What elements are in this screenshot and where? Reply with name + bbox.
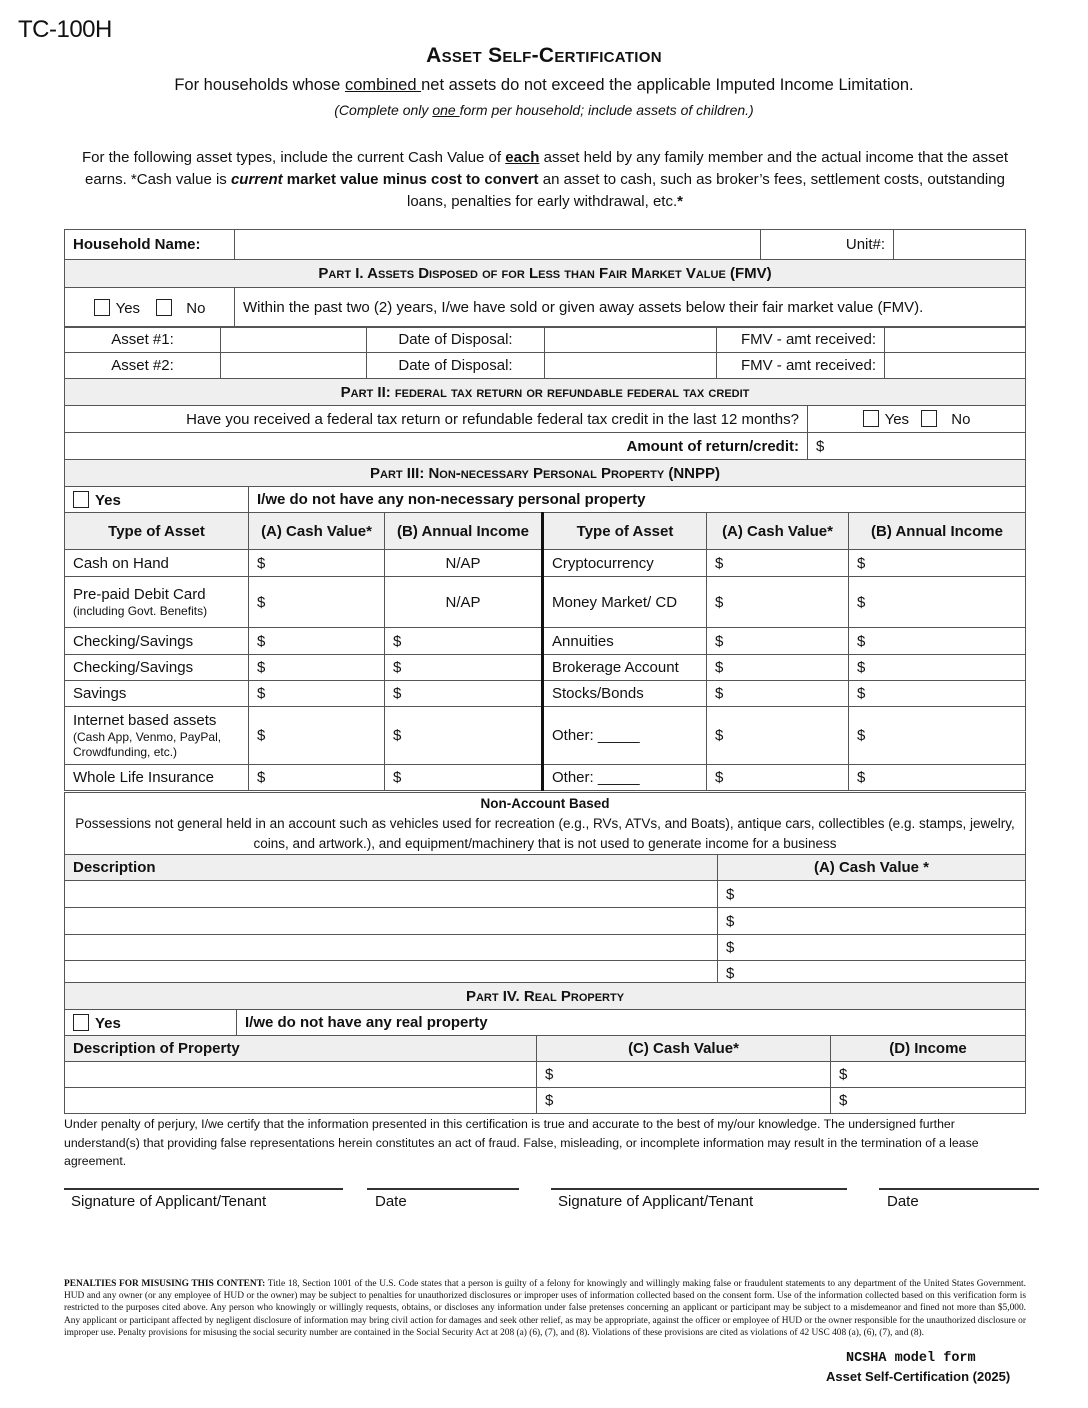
cash-value-field[interactable]: $ — [249, 765, 385, 791]
table-row — [65, 1062, 1026, 1088]
annual-income-field[interactable]: $ — [849, 681, 1026, 707]
yes-label: Yes — [115, 299, 141, 317]
asset-type: Brokerage Account — [543, 655, 707, 681]
date-1-label: Date — [375, 1193, 407, 1210]
part2-table — [64, 378, 1026, 460]
form-code: TC-100H — [18, 16, 112, 43]
legal-heading: PENALTIES FOR MISUSING THIS CONTENT: — [64, 1279, 266, 1289]
page-title: Asset Self-Certification — [426, 44, 662, 67]
intro-emphasis: each — [505, 149, 540, 166]
cash-value-field[interactable]: $ — [249, 577, 385, 628]
asset-type: Annuities — [543, 628, 707, 655]
part4-yes-checkbox[interactable] — [73, 1014, 89, 1031]
subtitle-note — [0, 102, 1088, 118]
part2-yes-checkbox[interactable] — [863, 410, 879, 427]
asset-2-label: Asset #2: — [65, 353, 221, 379]
signature-1-label: Signature of Applicant/Tenant — [71, 1193, 267, 1210]
part2-yes-no — [808, 406, 1026, 433]
note-text: (Complete only — [334, 102, 433, 118]
non-account-info — [65, 793, 1026, 855]
yes-label: Yes — [95, 491, 121, 509]
annual-income-field[interactable]: $ — [385, 681, 543, 707]
non-account-description: Possessions not general held in an account such as vehicles used for recreation (e.g., RVs, ATVs, and Boats), antique cars, collectibles (e.g. stamps, jewelry, coins, and artwork.), and equipment/machinery that is not used to generate income for a business — [75, 816, 1015, 851]
col-header-cash-right: (A) Cash Value* — [707, 513, 849, 550]
cash-value-field[interactable]: $ — [707, 655, 849, 681]
col-header-type-left: Type of Asset — [65, 513, 249, 550]
col-header-type-right: Type of Asset — [543, 513, 707, 550]
fmv-2-label: FMV - amt received: — [717, 353, 885, 379]
annual-income-field: N/AP — [385, 577, 543, 628]
asset-type: Savings — [65, 681, 249, 707]
cash-value-field[interactable]: $ — [249, 628, 385, 655]
asset-type — [65, 577, 249, 628]
col-header-income-left: (B) Annual Income — [385, 513, 543, 550]
property-income-field[interactable]: $ — [831, 1088, 1026, 1114]
intro-text: an asset to cash, such as broker’s fees, settlement costs, outstanding loans, penalties for early withdrawal, etc. — [407, 171, 1005, 210]
property-cash-header: (C) Cash Value* — [537, 1036, 831, 1062]
property-description-field[interactable] — [65, 1062, 537, 1088]
part4-table — [64, 982, 1026, 1114]
cash-value-field[interactable]: $ — [707, 707, 849, 765]
annual-income-field[interactable]: $ — [849, 655, 1026, 681]
property-description-field[interactable] — [65, 1088, 537, 1114]
no-label: No — [186, 299, 206, 317]
part3-statement: I/we do not have any non-necessary personal property — [249, 487, 1026, 513]
part1-no-checkbox[interactable] — [156, 299, 172, 316]
asset-type: Checking/Savings — [65, 655, 249, 681]
intro-text: For the following asset types, include the current Cash Value of — [81, 149, 506, 166]
cash-value-field[interactable]: $ — [707, 550, 849, 577]
table-row — [65, 577, 1026, 628]
asset-type: Whole Life Insurance — [65, 765, 249, 791]
subtitle-text: net assets do not exceed the applicable Imputed Income Limitation. — [421, 76, 914, 94]
cash-value-field[interactable]: $ — [249, 681, 385, 707]
description-field[interactable] — [65, 881, 718, 908]
part2-header: Part II: federal tax return or refundable federal tax credit — [65, 379, 1026, 406]
part4-statement: I/we do not have any real property — [237, 1010, 1026, 1036]
subtitle — [0, 76, 1088, 95]
legal-text: Title 18, Section 1001 of the U.S. Code states that a person is guilty of a felony for knowingly and willingly making false or fraudulent statements to any department of the United States Government. HUD and any owner (or any employee of HUD or the owner) may be subject to penalties for unauthorized disclosures or improper uses of information collected based on the consent form. Use of the information collected based on this verification form is restricted to the purposes cited above. Any person who knowingly or willingly requests, obtains, or discloses any information under false pretenses concerning an applicant or participant may be subject to a misdemeanor and fined not more than $5,000. Any applicant or participant affected by negligent disclosure of information may bring civil action for damages and seek other relief, as may be appropriate, against the officer or employee of HUD or the owner responsible for the unauthorized disclosure or improper use. Penalty provisions for misusing the social security number are contained in the Social Security Act at 208 (a) (6), (7), and (8). Violations of these provisions are cited as violations of 42 USC 408 (a), (6), (7), and (8). — [64, 1279, 1026, 1338]
table-row — [65, 550, 1026, 577]
annual-income-field[interactable]: $ — [385, 765, 543, 791]
part3-table — [64, 459, 1026, 791]
subtitle-text: For households whose — [174, 76, 345, 94]
asset-type: Stocks/Bonds — [543, 681, 707, 707]
fmv-1-field[interactable] — [885, 327, 1026, 353]
part1-assets-table — [64, 326, 1026, 379]
household-name-label: Household Name: — [65, 230, 235, 260]
asset-type: Money Market/ CD — [543, 577, 707, 628]
table-row — [65, 655, 1026, 681]
cash-value-field[interactable]: $ — [707, 681, 849, 707]
property-income-field[interactable]: $ — [831, 1062, 1026, 1088]
asset-type[interactable]: Other: _____ — [543, 765, 707, 791]
yes-label: Yes — [884, 411, 910, 428]
cash-value-field[interactable]: $ — [718, 881, 1026, 908]
fmv-2-field[interactable] — [885, 353, 1026, 379]
description-header: Description — [65, 855, 718, 881]
col-header-cash-left: (A) Cash Value* — [249, 513, 385, 550]
cash-value-field[interactable]: $ — [707, 765, 849, 791]
cash-value-header: (A) Cash Value * — [718, 855, 1026, 881]
part3-yes — [65, 487, 249, 513]
annual-income-field[interactable]: $ — [849, 707, 1026, 765]
unit-label: Unit#: — [761, 230, 894, 260]
signature-1-line[interactable] — [64, 1188, 343, 1190]
asset-type-note: (including Govt. Benefits) — [73, 604, 208, 618]
asset-type: Cryptocurrency — [543, 550, 707, 577]
part1-statement: Within the past two (2) years, I/we have sold or given away assets below their fair market value (FMV). — [235, 288, 1026, 328]
table-row — [65, 681, 1026, 707]
asset-type: Cash on Hand — [65, 550, 249, 577]
annual-income-field[interactable]: $ — [849, 550, 1026, 577]
intro-star: * — [677, 193, 683, 210]
part3-header: Part III: Non-necessary Personal Property (NNPP) — [65, 460, 1026, 487]
table-row — [65, 707, 1026, 765]
date-2-label: Date — [887, 1193, 919, 1210]
signature-2-line[interactable] — [551, 1188, 847, 1190]
cash-value-field[interactable]: $ — [249, 550, 385, 577]
intro-text: asset held by any family member and the actual income that the asset earns. *Cash value is — [85, 149, 1009, 188]
intro-instructions — [70, 147, 1020, 213]
unit-field[interactable] — [894, 230, 1026, 260]
cash-value-field[interactable]: $ — [249, 707, 385, 765]
table-row — [65, 881, 1026, 908]
description-field[interactable] — [65, 935, 718, 961]
part2-no-checkbox[interactable] — [921, 410, 937, 427]
intro-emphasis: current — [230, 171, 283, 188]
certification-statement: Under penalty of perjury, I/we certify that the information presented in this certification is true and accurate to the best of my/our knowledge. The undersigned further understand(s) that providing false representations herein constitutes an act of fraud. False, misleading, or incomplete information may result in the termination of a lease agreement. — [64, 1117, 979, 1168]
date-disposal-1-label: Date of Disposal: — [367, 327, 545, 353]
part1-yes-no — [65, 288, 235, 328]
asset-1-field[interactable] — [221, 327, 367, 353]
ncsha-label: NCSHA model form — [846, 1351, 976, 1366]
table-row — [65, 628, 1026, 655]
cash-value-field[interactable]: $ — [707, 577, 849, 628]
date-disposal-1-field[interactable] — [545, 327, 717, 353]
date-disposal-2-field[interactable] — [545, 353, 717, 379]
date-disposal-2-label: Date of Disposal: — [367, 353, 545, 379]
asset-type-label: Pre-paid Debit Card — [73, 586, 206, 603]
part4-yes — [65, 1010, 237, 1036]
amount-field[interactable]: $ — [808, 433, 1026, 460]
intro-emphasis: market value minus cost to convert — [282, 171, 539, 188]
annual-income-field[interactable]: $ — [385, 628, 543, 655]
date-2-line[interactable] — [879, 1188, 1039, 1190]
property-cash-field[interactable]: $ — [537, 1062, 831, 1088]
asset-type: Checking/Savings — [65, 628, 249, 655]
table-row — [65, 1088, 1026, 1114]
signature-2-label: Signature of Applicant/Tenant — [558, 1193, 754, 1210]
date-1-line[interactable] — [367, 1188, 519, 1190]
col-header-income-right: (B) Annual Income — [849, 513, 1026, 550]
amount-label: Amount of return/credit: — [65, 433, 808, 460]
legal-penalties — [64, 1278, 1026, 1339]
annual-income-field[interactable]: $ — [849, 577, 1026, 628]
part3-yes-checkbox[interactable] — [73, 491, 89, 508]
annual-income-field[interactable]: $ — [849, 765, 1026, 791]
fmv-1-label: FMV - amt received: — [717, 327, 885, 353]
no-label: No — [951, 411, 971, 428]
part1-yes-checkbox[interactable] — [94, 299, 110, 316]
household-part1-table — [64, 229, 1026, 328]
note-text: form per household; include assets of children.) — [459, 102, 754, 118]
footer-form-title: Asset Self-Certification (2025) — [826, 1369, 1011, 1384]
asset-type[interactable]: Other: _____ — [543, 707, 707, 765]
asset-1-label: Asset #1: — [65, 327, 221, 353]
asset-type — [65, 707, 249, 765]
annual-income-field: N/AP — [385, 550, 543, 577]
note-emphasis: one — [432, 102, 460, 118]
annual-income-field[interactable]: $ — [849, 628, 1026, 655]
cash-value-field[interactable]: $ — [718, 935, 1026, 961]
asset-type-label: Internet based assets — [73, 712, 217, 729]
annual-income-field[interactable]: $ — [385, 655, 543, 681]
table-row — [65, 908, 1026, 935]
household-name-field[interactable] — [235, 230, 761, 260]
property-description-header: Description of Property — [65, 1036, 537, 1062]
yes-label: Yes — [95, 1014, 121, 1032]
property-cash-field[interactable]: $ — [537, 1088, 831, 1114]
table-row — [65, 935, 1026, 961]
description-field[interactable] — [65, 908, 718, 935]
table-row — [65, 765, 1026, 791]
cash-value-field[interactable]: $ — [249, 655, 385, 681]
property-income-header: (D) Income — [831, 1036, 1026, 1062]
part4-header: Part IV. Real Property — [65, 983, 1026, 1010]
cash-value-field[interactable]: $ — [707, 628, 849, 655]
part2-question: Have you received a federal tax return or refundable federal tax credit in the last 12 months? — [65, 406, 808, 433]
asset-type-note: (Cash App, Venmo, PayPal, Crowdfunding, etc.) — [73, 730, 222, 759]
subtitle-emphasis: combined — [344, 76, 422, 94]
part1-header: Part I. Assets Disposed of for Less than Fair Market Value (FMV) — [65, 260, 1026, 288]
cash-value-field[interactable]: $ — [718, 961, 1026, 987]
annual-income-field[interactable]: $ — [385, 707, 543, 765]
non-account-title: Non-Account Based — [480, 796, 610, 811]
non-account-table — [64, 792, 1026, 987]
cash-value-field[interactable]: $ — [718, 908, 1026, 935]
asset-2-field[interactable] — [221, 353, 367, 379]
